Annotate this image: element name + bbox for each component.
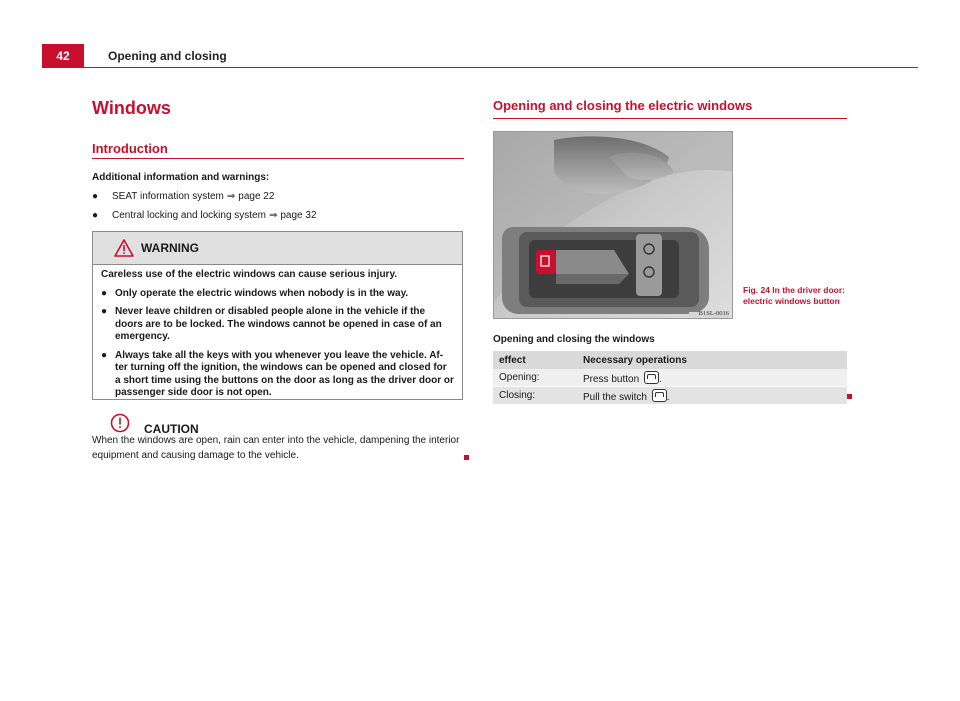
window-switch-icon xyxy=(652,389,667,402)
figure-code: B1SL-0016 xyxy=(698,310,729,317)
page-number: 42 xyxy=(42,44,84,68)
operation-cell xyxy=(577,387,847,405)
window-button-icon xyxy=(644,371,659,384)
section-title: Opening and closing the electric windows xyxy=(493,98,753,113)
column-header: effect xyxy=(493,351,577,369)
figure-caption: Fig. 24 In the driver door: electric windows button xyxy=(743,285,846,306)
warning-box xyxy=(92,231,463,400)
warning-triangle-icon xyxy=(114,239,134,257)
bullet: ● xyxy=(101,287,108,299)
table-row xyxy=(493,387,847,405)
operation-cell xyxy=(577,369,847,387)
warning-title: WARNING xyxy=(141,241,199,255)
caution-exclamation-icon xyxy=(110,413,130,433)
info-list xyxy=(92,191,464,229)
warning-item xyxy=(101,350,454,400)
warning-item xyxy=(101,306,454,344)
subsection-heading: Introduction xyxy=(92,141,168,156)
running-title: Opening and closing xyxy=(108,49,227,63)
caution-title: CAUTION xyxy=(144,422,199,436)
section-end-marker xyxy=(464,455,469,460)
table-title: Opening and closing the windows xyxy=(493,334,655,345)
page-reference-link[interactable]: page 22 xyxy=(238,191,275,202)
section-rule xyxy=(493,118,847,119)
section-heading: Windows xyxy=(92,98,171,118)
door-panel-figure xyxy=(493,131,733,319)
effect-cell: Closing: xyxy=(493,387,577,405)
warning-item xyxy=(101,288,454,301)
operations-table xyxy=(493,351,847,405)
page-reference-link[interactable]: page 32 xyxy=(280,210,317,221)
warning-item-text: Only operate the electric windows when nobody is in the way. xyxy=(115,287,409,299)
bullet: ● xyxy=(92,191,99,202)
warning-item-text: Always take all the keys with you whenever you leave the vehicle. Af-ter turning off the ignition, the windows can be opened and closed for a short time using the buttons on the door as long as the driver door or passenger side door is not open. xyxy=(115,349,454,398)
warning-body xyxy=(93,265,462,400)
door-panel-illustration xyxy=(494,132,733,319)
info-item xyxy=(92,191,464,210)
operation-text: Pull the switch xyxy=(583,391,647,403)
bullet: ● xyxy=(101,349,108,361)
info-item xyxy=(92,210,464,229)
bullet: ● xyxy=(101,306,108,317)
warning-header xyxy=(93,232,462,265)
header-rule xyxy=(84,67,918,68)
warning-intro: Careless use of the electric windows can cause serious injury. xyxy=(101,269,398,280)
section-end-marker xyxy=(847,394,852,399)
operation-text: Press button xyxy=(583,373,640,385)
table-row xyxy=(493,369,847,387)
info-heading: Additional information and warnings: xyxy=(92,172,270,183)
bullet: ● xyxy=(92,210,99,221)
subsection-rule xyxy=(92,158,464,159)
reference-arrow-icon: ⇒ xyxy=(268,210,278,221)
warning-item-text: Never leave children or disabled people alone in the vehicle if the doors are to be locked. The windows cannot be opened in case of an emergency. xyxy=(115,306,442,342)
effect-cell: Opening: xyxy=(493,369,577,387)
period: . xyxy=(666,391,670,403)
period: . xyxy=(658,373,662,385)
info-item-text: Central locking and locking system xyxy=(112,210,266,221)
reference-arrow-icon: ⇒ xyxy=(226,191,236,202)
table-header-row xyxy=(493,351,847,369)
column-header: Necessary operations xyxy=(577,351,847,369)
info-item-text: SEAT information system xyxy=(112,191,224,202)
caution-text: When the windows are open, rain can enter into the vehicle, dampening the interior equipment and causing damage to the vehicle. xyxy=(92,435,460,461)
